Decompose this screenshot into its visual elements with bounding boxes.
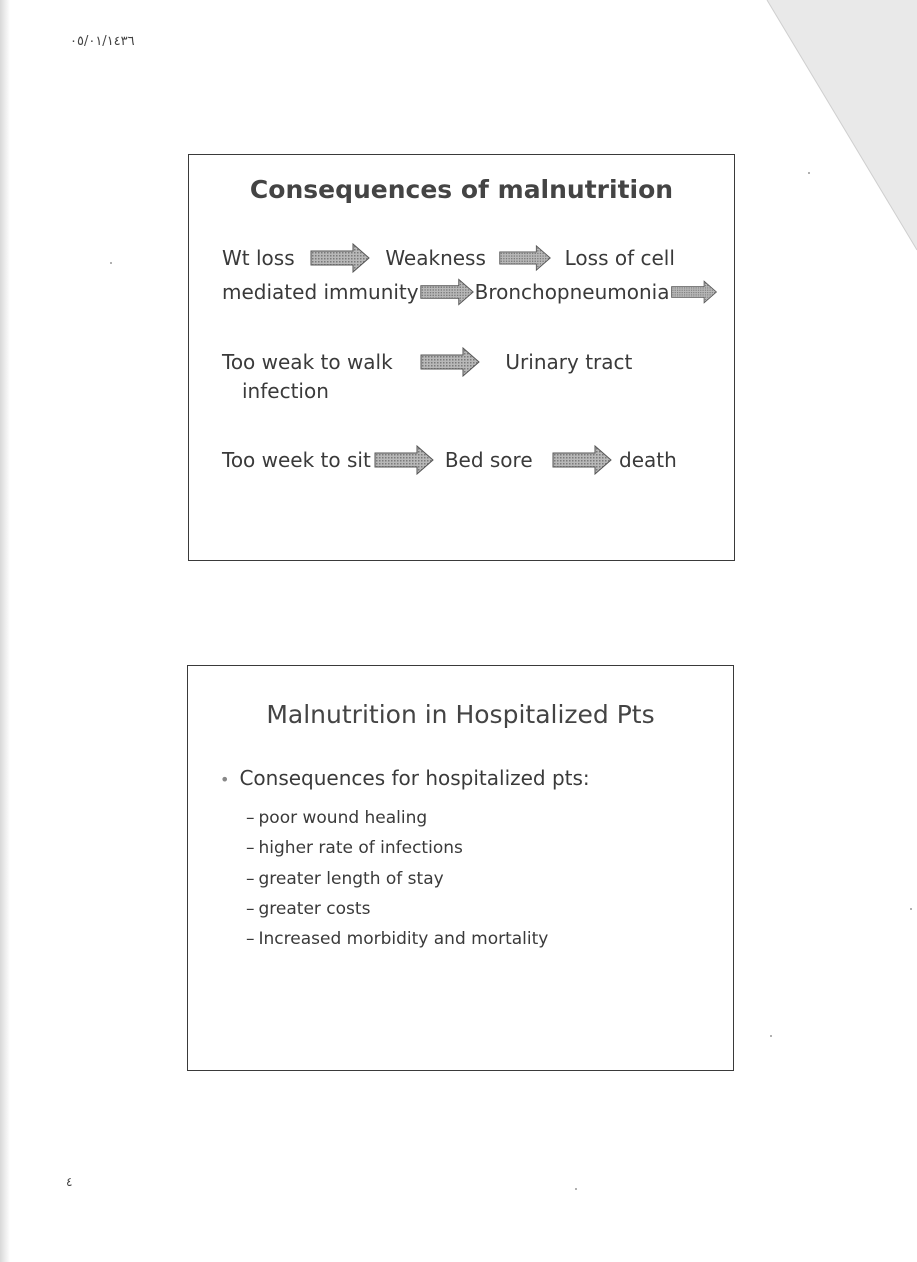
chain-step: Loss of cell	[564, 246, 675, 270]
right-arrow-icon	[309, 243, 371, 273]
chain-step: mediated immunity	[222, 280, 419, 304]
page-number: ٤	[66, 1175, 73, 1189]
slide-title: Malnutrition in Hospitalized Pts	[266, 700, 655, 729]
page-date: ٠٥/٠١/١٤٣٦	[70, 34, 135, 49]
right-arrow-icon	[419, 347, 481, 377]
scan-speck	[770, 1035, 772, 1037]
chain-step: Bronchopneumonia	[474, 280, 670, 304]
slide-hospitalized	[187, 665, 734, 1071]
chain-row-3	[222, 347, 632, 377]
chain-step: Wt loss	[222, 246, 295, 270]
list-item: – poor wound healing	[246, 808, 428, 828]
scan-speck	[808, 172, 810, 174]
slide-consequences	[188, 154, 735, 561]
chain-step: Bed sore	[444, 448, 533, 472]
right-arrow-icon	[670, 277, 718, 307]
bullet-point	[220, 766, 590, 790]
bullet-icon: •	[220, 770, 230, 789]
list-item: – Increased morbidity and mortality	[246, 929, 549, 950]
list-item: – greater costs	[246, 898, 371, 919]
slide-title: Consequences of malnutrition	[249, 175, 674, 204]
right-arrow-icon	[498, 243, 552, 273]
chain-row-1	[222, 243, 675, 273]
chain-row-4	[222, 445, 677, 475]
bullet-text: Consequences for hospitalized pts:	[239, 766, 590, 790]
chain-row-3-continuation: infection	[242, 379, 329, 403]
chain-step: Urinary tract	[505, 350, 633, 374]
folded-corner	[757, 0, 917, 260]
chain-step: death	[619, 448, 677, 472]
sub-bullet-list	[246, 803, 548, 954]
chain-step: Too week to sit	[222, 448, 371, 472]
scan-speck	[910, 908, 912, 910]
scan-edge	[0, 0, 10, 1262]
chain-row-2	[222, 277, 718, 307]
chain-step: Too weak to walk	[222, 350, 393, 374]
list-item: – higher rate of infections	[246, 838, 463, 859]
right-arrow-icon	[373, 445, 435, 475]
right-arrow-icon	[551, 445, 613, 475]
scan-speck	[575, 1188, 577, 1190]
chain-step: Weakness	[385, 246, 486, 270]
list-item: – greater length of stay	[246, 868, 444, 889]
scan-speck	[110, 262, 112, 264]
right-arrow-icon	[419, 277, 475, 307]
